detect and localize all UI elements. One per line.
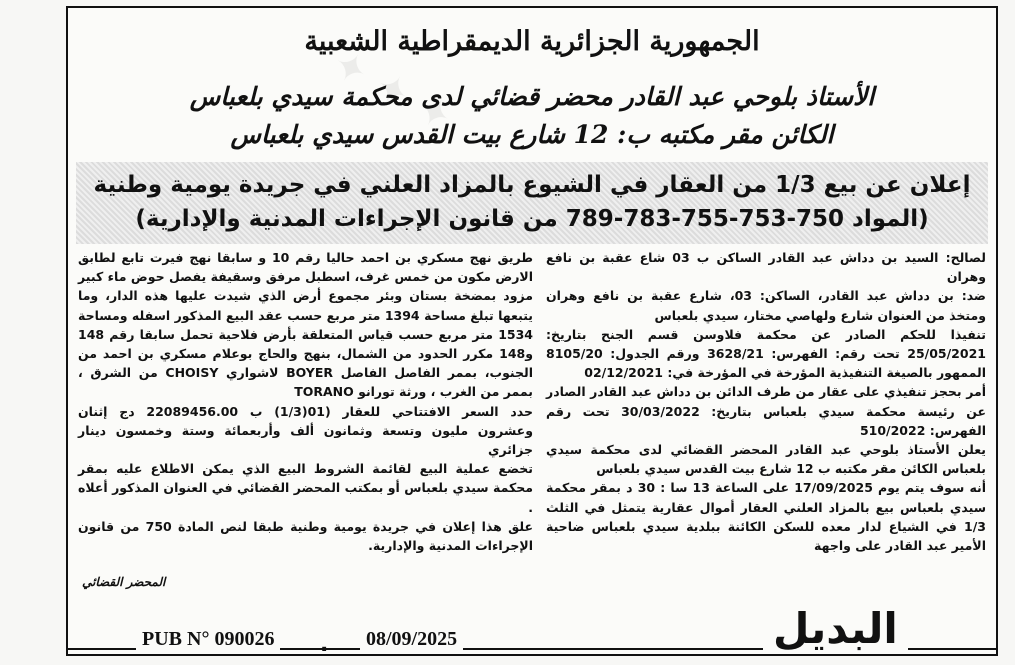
bailiff-heading: الأستاذ بلوحي عبد القادر محضر قضائي لدى محكمة سيدي بلعباس [189,82,875,111]
announcement-title: إعلان عن بيع 1/3 من العقار في الشيوع بالمزاد العلني في جريدة يومية وطنية [93,172,971,198]
pub-date: 08/09/2025 [360,628,463,651]
paragraph: أنه سوف يتم يوم 17/09/2025 على الساعة 13 سا : 30 د بمقر محكمة سيدي بلعباس بيع بالمزاد العلني العقار أموال عقارية يتمثل في الثلث 1/3 في الشياع لدار معده للسكن الكائنة ببلدية سيدي بلعباس ضاحية الأمير عبد القادر على واجهة [546,480,986,554]
paragraph: تنفيذا للحكم الصادر عن محكمة فلاوسن قسم الجنح بتاريخ: 25/05/2021 تحت رقم: الفهرس: 3628/21 ورقم الجدول: 8105/20 الممهور بالصيغة التنفيذية المؤرخة في المؤرخة في: 02/12/2021 [546,326,986,381]
paragraph: حدد السعر الافتتاحي للعقار (01(1/3) ب 22089456.00 دج إثنان وعشرون مليون وتسعة وثمانون ألف وأربعمائة وستة وخمسون دينار جزائري [78,403,533,458]
paragraph: تخضع عملية البيع لقائمة الشروط البيع الذي يمكن الاطلاع عليه بمقر محكمة سيدي بلعباس أو بمكتب المحضر القضائي في العنوان المذكور أعلاه . [78,461,533,515]
paragraph: يعلن الأستاذ بلوحي عبد القادر المحضر القضائي لدى محكمة سيدي بلعباس الكائن مقر مكتبه ب 12 شارع بيت القدس سيدي بلعباس [546,442,986,477]
paragraph: علق هذا إعلان في جريدة يومية وطنية طبقا لنص المادة 750 من قانون الإجراءات المدنية والإدارية. [78,518,533,554]
republic-heading: الجمهورية الجزائرية الديمقراطية الشعبية [304,26,760,57]
pub-number: PUB N° 090026 [136,628,280,651]
paragraph: ضد: بن دداش عبد القادر، الساكن: 03، شارع عقبة بن نافع وهران ومتخذ من العنوان شارع ولهاصي مختار، سيدي بلعباس [546,288,987,323]
signer-label: المحضر القضائي [82,575,166,589]
paragraph: لصالح: السيد بن دداش عبد القادر الساكن ب 03 شاع عقبة بن نافع وهران [546,250,986,285]
paragraph: طريق نهج مسكري بن احمد حاليا رقم 10 و سابقا نهج فيرت تابع لطابق الارض مكون من خمس غرف، اسطبل مرفق وسقيفة يفصل حوض ماء كبير مزود بمضخة بستان وبئر مجموع أرض الذي شيدت عليها هذه الدار، وما يتبعها تبلغ مساحة 1394 متر مربع حسب عقد البيع المذكور اسفله ومساحة 1534 متر مربع حسب قياس المتعلقة بأرض فلاحية تحمل سابقا رقم 148 و148 مكرر الحدود من الشمال، بنهج والحاج بوعلام مسكري بن احمد من الجنوب، بممر الفاصل الفاصل BOYER لاشواري CHOISY من الشرق ، بممر من الغرب ، ورثة تورانو TORANO [78,250,533,400]
newspaper-name: البديل [763,604,908,653]
right-column [546,248,986,555]
office-heading: الكائن مقر مكتبه ب: 12 شارع بيت القدس سيدي بلعباس [230,120,834,149]
announcement-subtitle: (المواد 750-753-755-783-789 من قانون الإجراءات المدنية والإدارية) [135,206,929,232]
announcement-frame [66,6,998,656]
paragraph: أمر بحجز تنفيذي على عقار من طرف الدائن بن دداش عبد القادر الصادر عن رئيسة محكمة سيدي بلعباس بتاريخ: 30/03/2022 تحت رقم الفهرس: 510/2022 [546,384,986,438]
separator-dot: . [320,632,329,657]
left-column [78,248,533,555]
watermark: ✦ ✦ ✦ [324,40,460,142]
